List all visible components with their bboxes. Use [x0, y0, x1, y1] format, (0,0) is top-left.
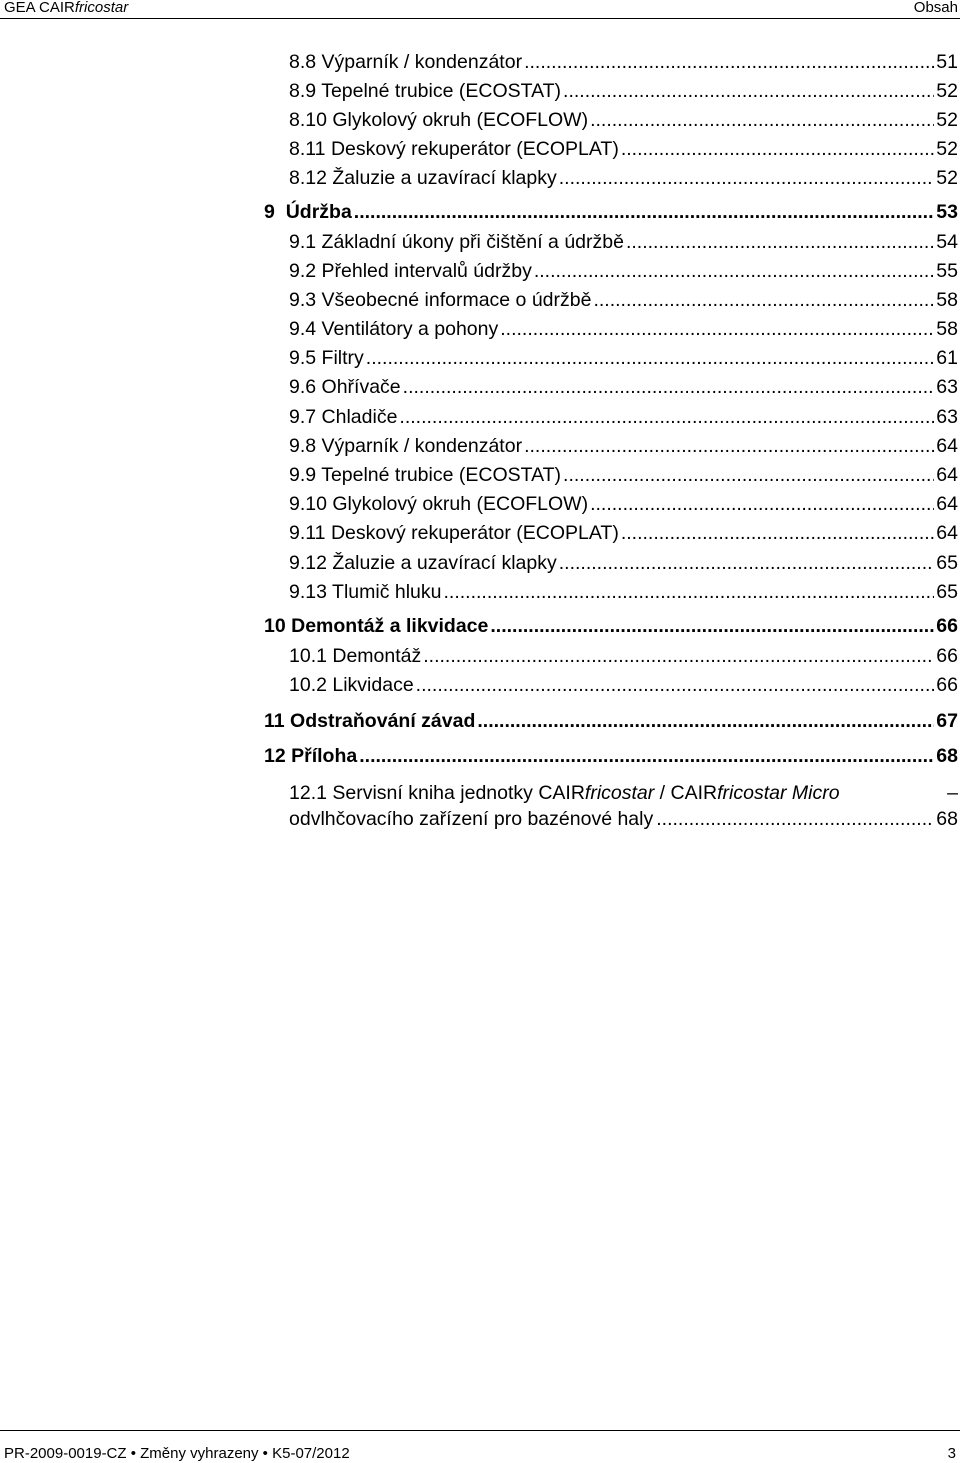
- toc-title: Likvidace: [332, 674, 414, 696]
- toc-page: 64: [936, 464, 958, 486]
- toc-chapter-entry[interactable]: [264, 739, 958, 767]
- footer-page-number: 3: [947, 1445, 956, 1462]
- toc-title: Údržba: [285, 201, 352, 223]
- page-footer: [0, 1430, 960, 1463]
- toc-title-italic: fricostar Micro: [717, 782, 840, 804]
- toc-number: 8.12: [289, 167, 327, 189]
- toc-page: 52: [936, 109, 958, 131]
- toc-title: Ohřívače: [321, 376, 401, 398]
- toc-page: 63: [936, 376, 958, 398]
- toc-number: 9.8: [289, 435, 317, 457]
- toc-leader: [590, 493, 934, 515]
- toc-number: 9.9: [289, 464, 317, 486]
- toc-leader: [354, 201, 935, 223]
- toc-number: 9.4: [289, 318, 317, 340]
- toc-title: Chladiče: [321, 406, 398, 428]
- toc-leader: [590, 109, 934, 131]
- toc-number: 12.1: [289, 782, 327, 804]
- toc-title: Tlumič hluku: [332, 581, 442, 603]
- toc-number: 10.1: [289, 645, 327, 667]
- toc-entry[interactable]: [289, 45, 958, 73]
- header-section-title: Obsah: [913, 0, 958, 16]
- toc-page: 68: [936, 745, 958, 767]
- toc-title: Základní úkony při čištění a údržbě: [321, 231, 624, 253]
- toc-page: 51: [936, 51, 958, 73]
- toc-page: 52: [936, 138, 958, 160]
- toc-number: 11: [264, 710, 285, 732]
- toc-page: 66: [936, 615, 958, 637]
- toc-leader: [366, 347, 935, 369]
- toc-title-dash: –: [947, 782, 958, 804]
- toc-leader: [534, 260, 934, 282]
- toc-page: 64: [936, 493, 958, 515]
- toc-entry[interactable]: [289, 283, 958, 311]
- toc-page: 65: [936, 552, 958, 574]
- toc-entry[interactable]: [289, 161, 958, 189]
- toc-title-part: / CAIR: [654, 782, 718, 804]
- toc-number: 12: [264, 745, 286, 767]
- toc-entry[interactable]: [289, 254, 958, 282]
- toc-title: Ventilátory a pohony: [321, 318, 499, 340]
- toc-page: 65: [936, 581, 958, 603]
- toc-page: 68: [936, 808, 958, 830]
- toc-leader: [626, 231, 934, 253]
- toc-entry-line-2: [289, 806, 958, 832]
- toc-number: 9.2: [289, 260, 317, 282]
- toc-entry[interactable]: [289, 341, 958, 369]
- toc-number: 8.10: [289, 109, 327, 131]
- toc-number: 9.11: [289, 522, 326, 544]
- toc-entry[interactable]: [289, 370, 958, 398]
- toc-leader: [359, 745, 934, 767]
- page-header: [0, 0, 960, 20]
- toc-page: 67: [936, 710, 958, 732]
- toc-title: Tepelné trubice (ECOSTAT): [321, 80, 562, 102]
- toc-title: Žaluzie a uzavírací klapky: [332, 167, 557, 189]
- toc-leader: [399, 406, 934, 428]
- toc-title: Příloha: [291, 745, 358, 767]
- toc-title: Deskový rekuperátor (ECOPLAT): [330, 138, 619, 160]
- header-product-prefix: GEA CAIR: [4, 0, 75, 16]
- toc-entry[interactable]: [289, 132, 958, 160]
- toc-page: 61: [936, 347, 958, 369]
- toc-number: 8.8: [289, 51, 317, 73]
- toc-leader: [524, 51, 934, 73]
- toc-title: Všeobecné informace o údržbě: [321, 289, 592, 311]
- toc-title: Glykolový okruh (ECOFLOW): [332, 493, 589, 515]
- toc-title: Glykolový okruh (ECOFLOW): [332, 109, 589, 131]
- toc-entry[interactable]: [289, 639, 958, 667]
- toc-number: 9.3: [289, 289, 317, 311]
- header-divider: [0, 18, 960, 19]
- toc-leader: [621, 522, 934, 544]
- header-product-name: [4, 0, 128, 15]
- toc-title: Výparník / kondenzátor: [321, 51, 523, 73]
- toc-page: 55: [936, 260, 958, 282]
- toc-page: 66: [936, 674, 958, 696]
- toc-title: Výparník / kondenzátor: [321, 435, 523, 457]
- toc-page: 58: [936, 318, 958, 340]
- toc-title-italic: fricostar: [584, 782, 655, 804]
- toc-entry[interactable]: [289, 74, 958, 102]
- toc-leader: [490, 615, 934, 637]
- toc-number: 9.5: [289, 347, 317, 369]
- toc-leader: [621, 138, 934, 160]
- footer-document-info: PR-2009-0019-CZ • Změny vyhrazeny • K5-07/2012: [4, 1445, 350, 1462]
- toc-page: 53: [936, 201, 958, 223]
- toc-leader: [443, 581, 934, 603]
- toc-number: 9.13: [289, 581, 327, 603]
- toc-number: 9.10: [289, 493, 327, 515]
- header-product-italic: fricostar: [74, 0, 129, 16]
- toc-title-part: Servisní kniha jednotky CAIR: [332, 782, 585, 804]
- toc-title: Přehled intervalů údržby: [321, 260, 532, 282]
- toc-title: Filtry: [321, 347, 364, 369]
- toc-page: 64: [936, 522, 958, 544]
- toc-leader: [563, 80, 934, 102]
- toc-entry[interactable]: [289, 400, 958, 428]
- toc-entry[interactable]: [289, 575, 958, 603]
- toc-entry[interactable]: [289, 546, 958, 574]
- toc-leader: [559, 167, 935, 189]
- toc-title-part: odvlhčovacího zařízení pro bazénové haly: [289, 808, 654, 830]
- toc-number: 9.6: [289, 376, 317, 398]
- toc-title: Deskový rekuperátor (ECOPLAT): [330, 522, 619, 544]
- toc-number: 8.11: [289, 138, 326, 160]
- toc-entry[interactable]: [289, 312, 958, 340]
- toc-leader: [656, 806, 933, 832]
- toc-leader: [403, 376, 935, 398]
- toc-number: 9.1: [289, 231, 317, 253]
- toc-number: 9.7: [289, 406, 317, 428]
- toc-chapter-entry[interactable]: [264, 195, 958, 223]
- toc-entry[interactable]: [289, 668, 958, 696]
- toc-page: 66: [936, 645, 958, 667]
- toc-number: 8.9: [289, 80, 317, 102]
- toc-entry[interactable]: [289, 458, 958, 486]
- toc-leader: [416, 674, 935, 696]
- toc-leader: [559, 552, 935, 574]
- toc-page: 64: [936, 435, 958, 457]
- toc-title: Tepelné trubice (ECOSTAT): [321, 464, 562, 486]
- toc-leader: [524, 435, 934, 457]
- toc-leader: [563, 464, 934, 486]
- toc-title: Odstraňování závad: [290, 710, 476, 732]
- toc-leader: [593, 289, 934, 311]
- toc-title: Demontáž a likvidace: [291, 615, 489, 637]
- toc-chapter-entry[interactable]: [264, 704, 958, 732]
- toc-number: 10.2: [289, 674, 327, 696]
- toc-leader: [423, 645, 934, 667]
- footer-divider: [0, 1430, 960, 1431]
- toc-entry[interactable]: [289, 429, 958, 457]
- toc-page: 52: [936, 80, 958, 102]
- toc-number: 9.12: [289, 552, 327, 574]
- toc-leader: [477, 710, 934, 732]
- toc-chapter-entry[interactable]: [264, 609, 958, 637]
- toc-title: Demontáž: [332, 645, 422, 667]
- toc-entry[interactable]: [289, 103, 958, 131]
- toc-number: 10: [264, 615, 286, 637]
- toc-page: 54: [936, 231, 958, 253]
- toc-entry-line-1: [289, 780, 958, 806]
- toc-entry[interactable]: [289, 225, 958, 253]
- toc-entry-multiline[interactable]: [289, 780, 958, 832]
- toc-entry[interactable]: [289, 487, 958, 515]
- toc-leader: [500, 318, 934, 340]
- toc-page: 58: [936, 289, 958, 311]
- toc-number: 9: [264, 201, 275, 223]
- toc-entry[interactable]: [289, 516, 958, 544]
- toc-page: 52: [936, 167, 958, 189]
- toc-page: 63: [936, 406, 958, 428]
- toc-title: Žaluzie a uzavírací klapky: [332, 552, 557, 574]
